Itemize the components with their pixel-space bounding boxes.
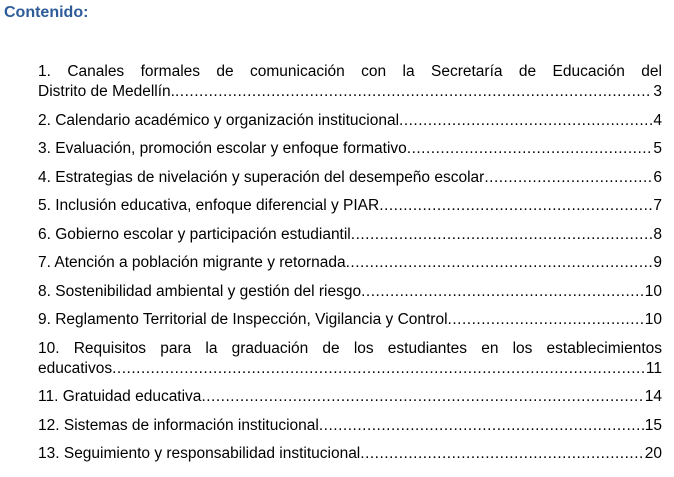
toc-entry-2[interactable] — [38, 111, 662, 131]
dot-leader — [360, 444, 643, 464]
toc-entry-3[interactable] — [38, 139, 662, 159]
toc-entry-title: 11. Gratuidad educativa — [38, 388, 202, 405]
dot-leader — [351, 225, 653, 245]
toc-entry-page: 20 — [644, 445, 662, 462]
toc-entry-13[interactable] — [38, 444, 662, 464]
toc-heading: Contenido: — [4, 4, 89, 21]
toc-entry-row — [38, 282, 662, 302]
toc-entry-row — [38, 111, 662, 131]
toc-entry-page: 15 — [644, 416, 662, 434]
dot-leader — [361, 282, 644, 302]
toc-entry-row — [38, 225, 662, 245]
toc-entry-title: Distrito de Medellín. — [38, 83, 175, 100]
toc-entry-row — [38, 359, 662, 379]
toc-entry-11[interactable] — [38, 387, 662, 407]
toc-entry-title: 2. Calendario académico y organización institucional — [38, 111, 400, 129]
toc-entry-page: 3 — [653, 83, 662, 100]
toc-entry-7[interactable] — [38, 253, 662, 273]
dot-leader — [346, 253, 653, 273]
toc-entry-page: 4 — [653, 111, 662, 129]
toc-entry-title: 12. Sistemas de información institucional — [38, 416, 319, 434]
toc-entry-row — [38, 387, 662, 407]
dot-leader — [175, 82, 652, 102]
toc-entry-title: 4. Estrategias de nivelación y superación del desempeño escolar — [38, 168, 485, 186]
toc-entry-title-line1: 10. Requisitos para la graduación de los estudiantes en los establecimientos — [38, 339, 662, 357]
toc-entry-title: 5. Inclusión educativa, enfoque diferencial y PIAR — [38, 197, 380, 214]
toc-entry-row — [38, 196, 662, 216]
toc-entry-page: 7 — [653, 197, 662, 214]
toc-entry-12[interactable] — [38, 416, 662, 436]
toc-entry-page: 5 — [653, 140, 662, 157]
toc-entry-9[interactable] — [38, 310, 662, 330]
dot-leader — [379, 196, 652, 216]
toc-entry-10[interactable] — [38, 339, 662, 379]
toc-entry-title: 13. Seguimiento y responsabilidad institucional — [38, 445, 361, 462]
dot-leader — [448, 310, 644, 330]
toc-entry-row — [38, 168, 662, 188]
toc-entry-page: 10 — [644, 311, 662, 328]
dot-leader — [112, 359, 645, 379]
dot-leader — [319, 416, 644, 436]
toc-entry-8[interactable] — [38, 282, 662, 302]
toc-entry-6[interactable] — [38, 225, 662, 245]
table-of-contents — [38, 62, 662, 473]
toc-entry-5[interactable] — [38, 196, 662, 216]
dot-leader — [407, 139, 653, 159]
toc-entry-1[interactable] — [38, 62, 662, 102]
toc-entry-title-line1: 1. Canales formales de comunicación con la Secretaría de Educación del — [38, 63, 662, 80]
toc-entry-4[interactable] — [38, 168, 662, 188]
toc-entry-row — [38, 310, 662, 330]
toc-entry-row — [38, 416, 662, 436]
dot-leader — [201, 387, 643, 407]
toc-entry-page: 9 — [653, 254, 662, 271]
toc-entry-row — [38, 82, 662, 102]
toc-entry-row — [38, 444, 662, 464]
dot-leader — [484, 168, 652, 188]
dot-leader — [399, 111, 652, 131]
toc-entry-page: 14 — [644, 388, 662, 405]
toc-entry-page: 10 — [644, 282, 662, 300]
toc-entry-title: 3. Evaluación, promoción escolar y enfoque formativo — [38, 140, 407, 157]
toc-entry-title: 7. Atención a población migrante y retornada — [38, 254, 346, 271]
toc-entry-title: educativos — [38, 359, 113, 377]
toc-entry-title: 6. Gobierno escolar y participación estudiantil — [38, 225, 351, 243]
toc-entry-page: 6 — [653, 168, 662, 186]
toc-entry-page: 11 — [645, 359, 662, 377]
toc-entry-row — [38, 139, 662, 159]
toc-entry-title: 8. Sostenibilidad ambiental y gestión del riesgo — [38, 282, 362, 300]
toc-entry-page: 8 — [653, 225, 662, 243]
toc-entry-row — [38, 253, 662, 273]
toc-entry-title: 9. Reglamento Territorial de Inspección, Vigilancia y Control — [38, 311, 448, 328]
